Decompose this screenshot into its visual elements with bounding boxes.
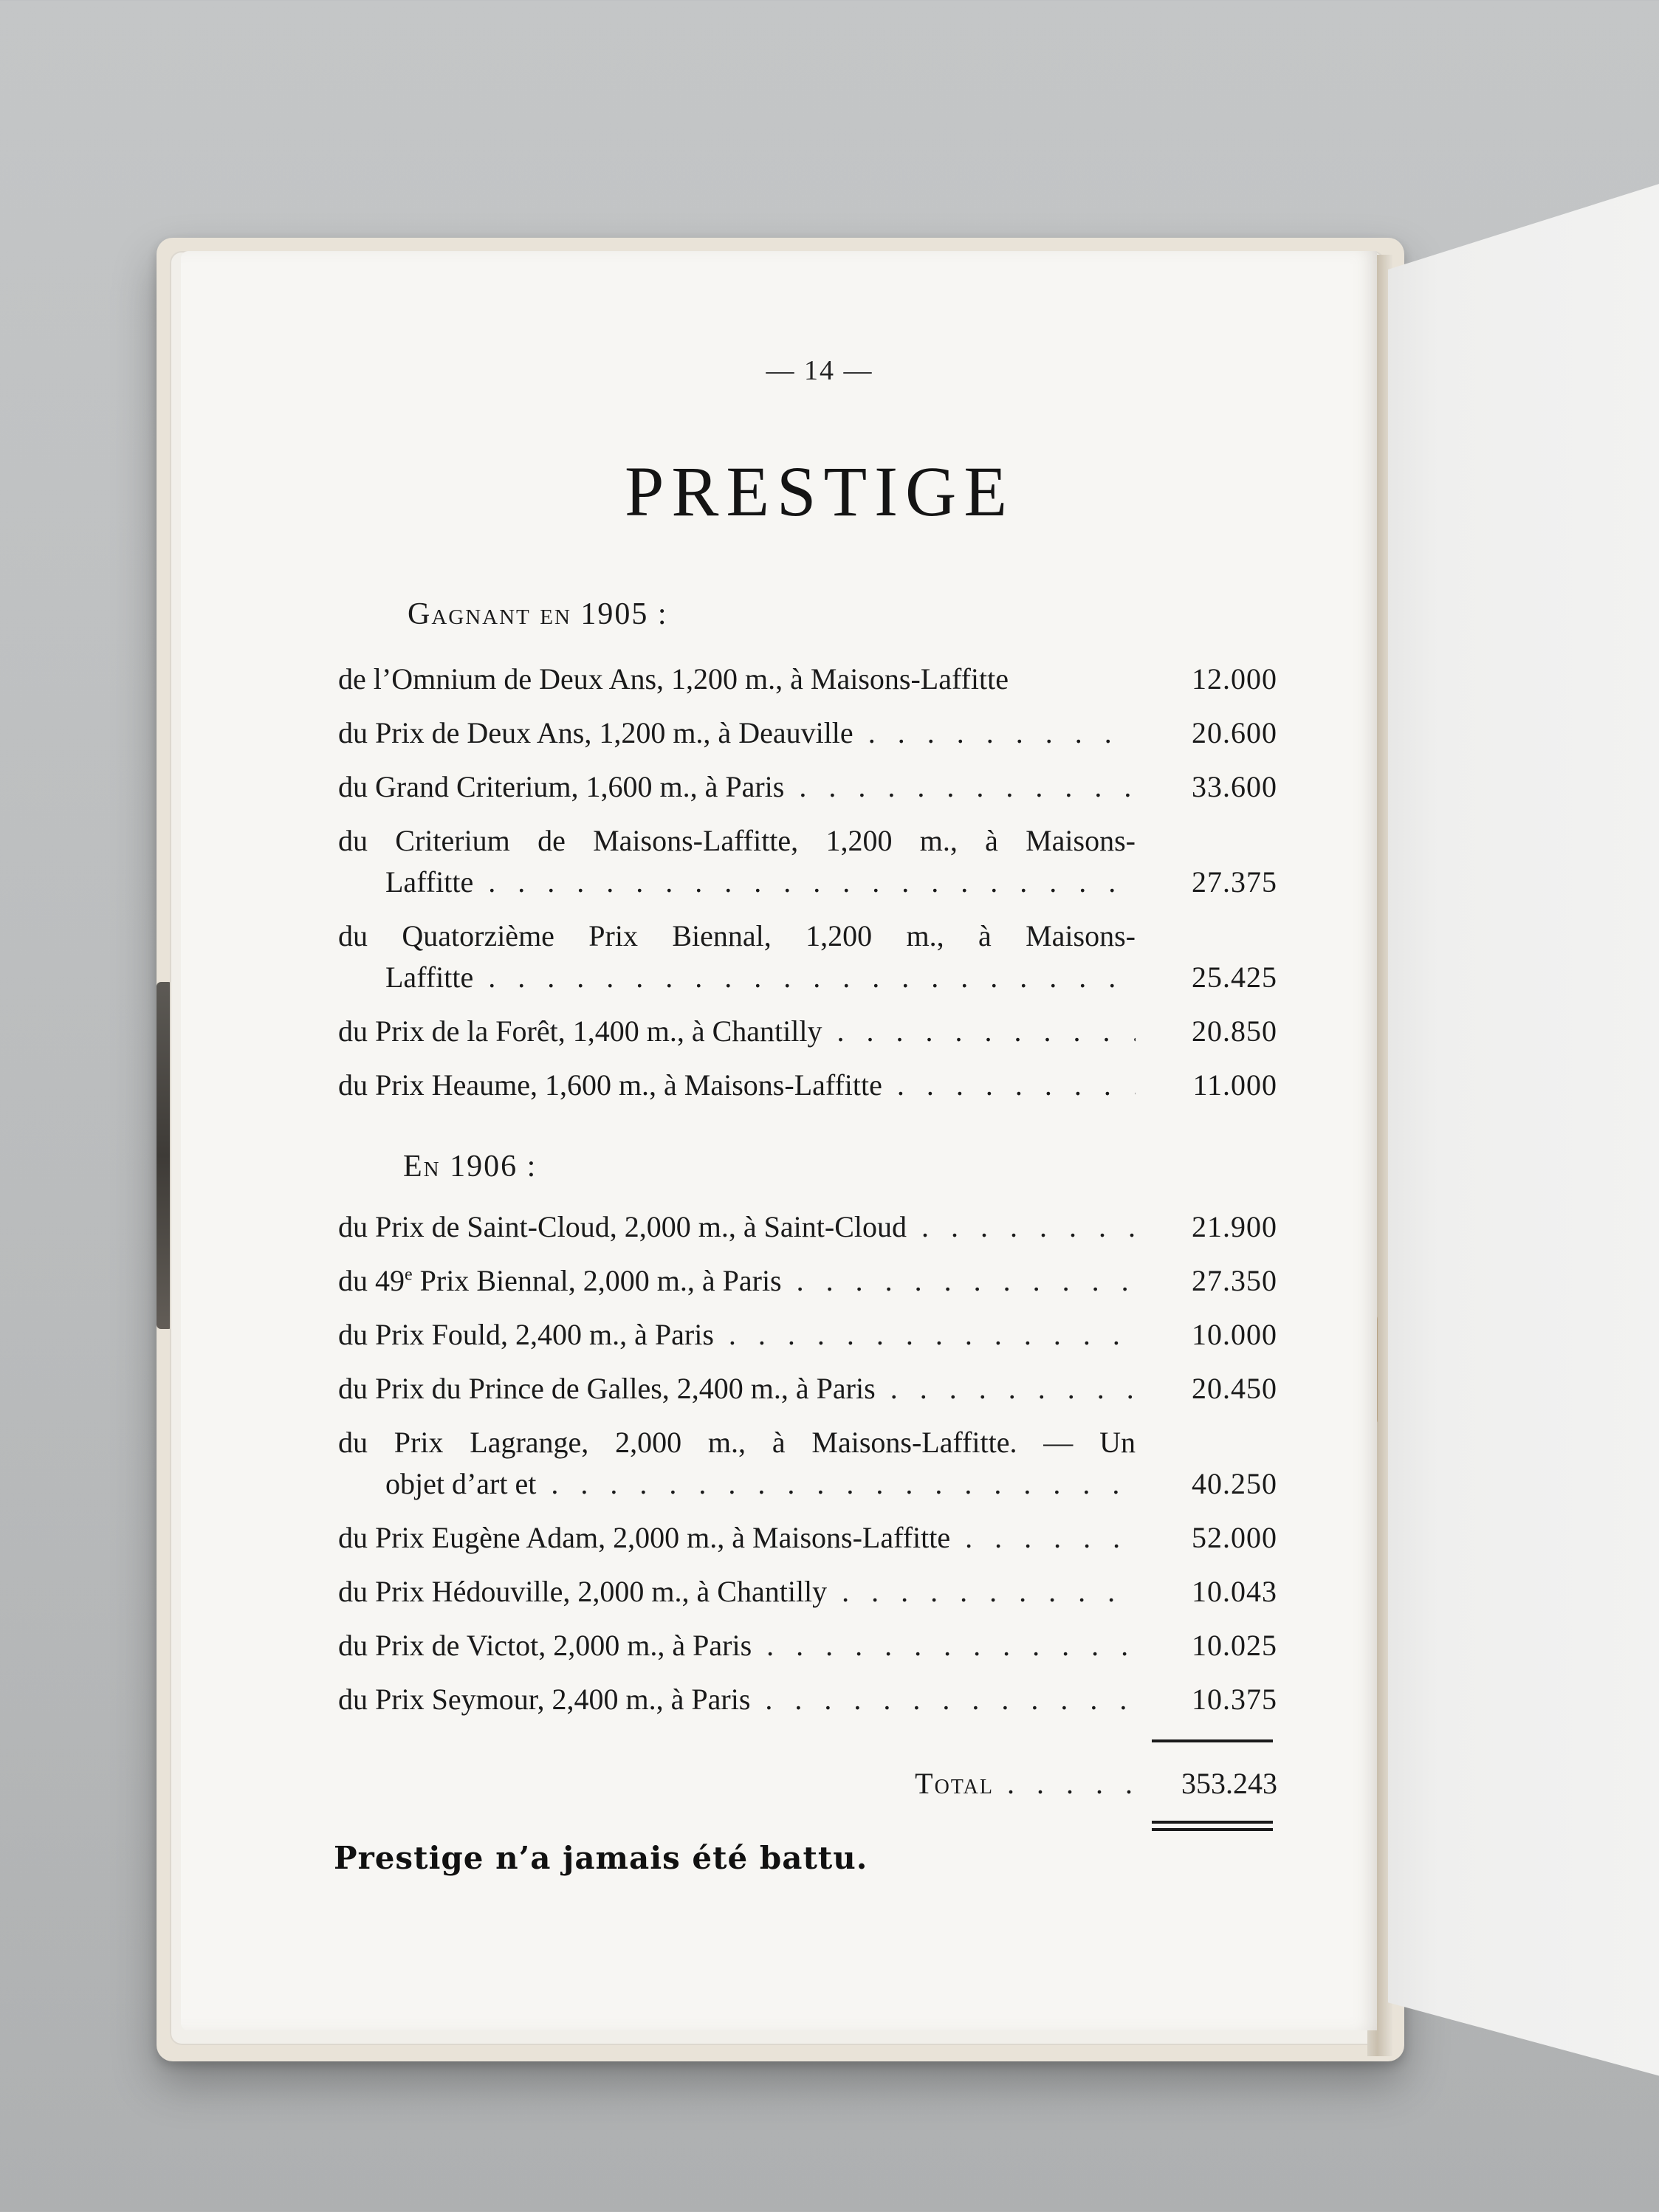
- list-item: [338, 1625, 1285, 1666]
- list-item: [338, 1679, 1285, 1720]
- race-description: du Prix du Prince de Galles, 2,400 m., à Paris . . .: [338, 1368, 1136, 1409]
- winnings-list-1905: [338, 659, 1285, 1119]
- race-description: [338, 820, 1136, 903]
- list-item: [338, 1011, 1285, 1052]
- race-description-pre: du 49: [338, 1264, 405, 1297]
- race-amount: 21.900: [1192, 1210, 1277, 1243]
- total-rule-top: [1152, 1739, 1273, 1742]
- race-amount: 33.600: [1192, 770, 1277, 803]
- facing-page: [1388, 181, 1659, 2078]
- list-item: [338, 659, 1285, 700]
- total-value: 353.243: [1181, 1767, 1277, 1800]
- race-description: [338, 1260, 1136, 1302]
- list-item: [338, 916, 1285, 998]
- race-description: du Prix Heaume, 1,600 m., à Maisons-Laffitte . . .: [338, 1065, 1136, 1106]
- page-title: PRESTIGE: [624, 452, 1015, 531]
- race-amount: 10.375: [1192, 1683, 1277, 1716]
- page-number: — 14 —: [766, 355, 873, 386]
- total-label: Total: [915, 1767, 994, 1800]
- race-description-line: du Quatorzième Prix Biennal, 1,200 m., à Maisons-: [338, 919, 1136, 952]
- race-description: de l’Omnium de Deux Ans, 1,200 m., à Maisons-Laffitte: [338, 662, 1009, 695]
- race-description: [338, 1422, 1136, 1505]
- race-amount: 52.000: [1192, 1521, 1277, 1554]
- total-row: [864, 1766, 1277, 1801]
- winnings-list-1906: [338, 1206, 1285, 1733]
- race-amount: 40.250: [1192, 1467, 1277, 1500]
- list-item: [338, 1517, 1285, 1559]
- race-description: du Prix de Victot, 2,000 m., à Paris . . .: [338, 1625, 1136, 1666]
- race-amount: 10.025: [1192, 1629, 1277, 1662]
- ordinal-superscript: e: [405, 1265, 413, 1285]
- race-description: du Grand Criterium, 1,600 m., à Paris . . .: [338, 766, 1136, 808]
- list-item: [338, 1206, 1285, 1248]
- list-item: [338, 712, 1285, 754]
- race-description: du Prix de la Forêt, 1,400 m., à Chantilly . . .: [338, 1011, 1136, 1052]
- list-item: [338, 766, 1285, 808]
- closing-statement: Prestige n’a jamais été battu.: [334, 1840, 868, 1876]
- race-description: [338, 916, 1136, 998]
- race-description: du Prix de Deux Ans, 1,200 m., à Deauville . . .: [338, 712, 1136, 754]
- race-description-continuation: objet d’art et . . .: [338, 1463, 1136, 1505]
- list-item: [338, 1571, 1285, 1612]
- list-item: [338, 1065, 1285, 1106]
- total-dots: . . . . .: [1007, 1767, 1140, 1800]
- race-amount: 20.450: [1192, 1372, 1277, 1405]
- race-description: du Prix de Saint-Cloud, 2,000 m., à Saint-Cloud . . .: [338, 1206, 1136, 1248]
- race-description: du Prix Fould, 2,400 m., à Paris . . .: [338, 1314, 1136, 1356]
- race-amount: 27.350: [1192, 1264, 1277, 1297]
- section-heading-1906: En 1906 :: [403, 1150, 537, 1184]
- race-amount: 20.600: [1192, 716, 1277, 749]
- race-description-line: du Criterium de Maisons-Laffitte, 1,200 m., à Maisons-: [338, 824, 1136, 857]
- race-amount: 10.000: [1192, 1318, 1277, 1351]
- race-amount: 27.375: [1192, 865, 1277, 899]
- list-item: [338, 1422, 1285, 1505]
- race-description-continuation: Laffitte . . .: [338, 862, 1136, 903]
- list-item: [338, 1314, 1285, 1356]
- race-amount: 11.000: [1192, 1068, 1277, 1102]
- total-rule-double: [1152, 1821, 1273, 1824]
- race-description-line: du Prix Lagrange, 2,000 m., à Maisons-Laffitte. — Un: [338, 1426, 1136, 1459]
- race-amount: 20.850: [1192, 1014, 1277, 1048]
- race-amount: 10.043: [1192, 1575, 1277, 1608]
- list-item: [338, 820, 1285, 903]
- race-description-continuation: Laffitte . . .: [338, 957, 1136, 998]
- list-item: [338, 1260, 1285, 1302]
- race-amount: 25.425: [1192, 961, 1277, 994]
- list-item: [338, 1368, 1285, 1409]
- race-description: du Prix Eugène Adam, 2,000 m., à Maisons-Laffitte . . .: [338, 1517, 1136, 1559]
- section-heading-1905: Gagnant en 1905 :: [408, 597, 668, 631]
- race-description: du Prix Hédouville, 2,000 m., à Chantilly . . .: [338, 1571, 1136, 1612]
- race-amount: 12.000: [1192, 662, 1277, 695]
- race-description: du Prix Seymour, 2,400 m., à Paris . . .: [338, 1679, 1136, 1720]
- race-description-post: Prix Biennal, 2,000 m., à Paris: [412, 1264, 782, 1297]
